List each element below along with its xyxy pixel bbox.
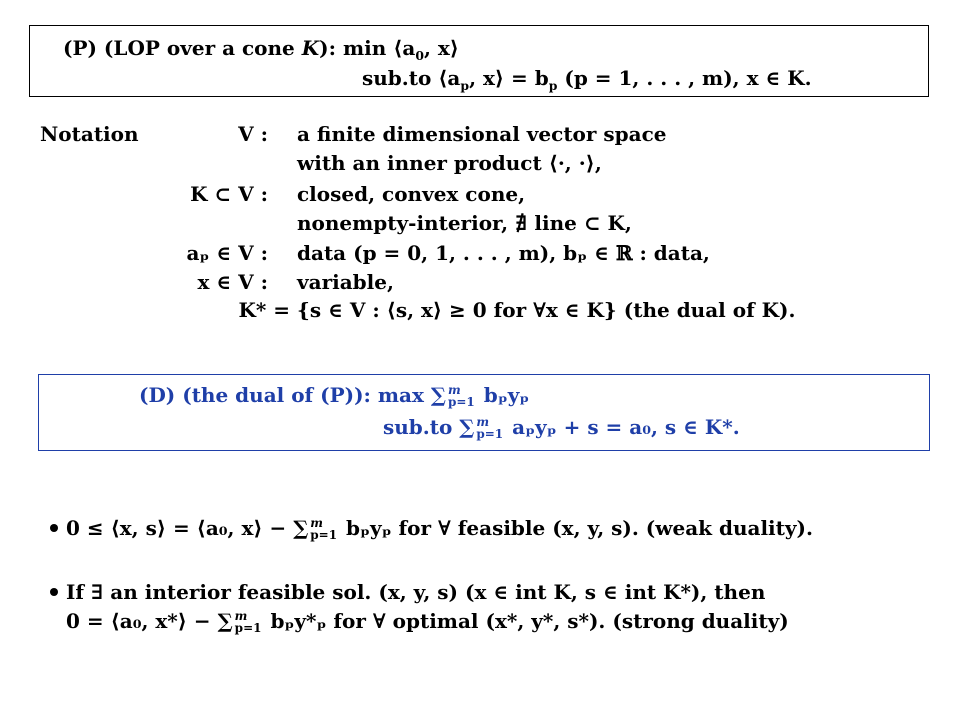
weak-sum-top: m xyxy=(310,516,323,531)
notation-rhs-3: nonempty-interior, ∄ line ⊂ K, xyxy=(297,211,632,235)
primal-objective-suffix: , x⟩ xyxy=(423,36,459,60)
notation-lhs-4: aₚ ∈ V : xyxy=(186,241,268,265)
weak-sum-bottom: p=1 xyxy=(310,527,338,542)
primal-constraint-text: sub.to ⟨a xyxy=(362,66,461,90)
notation-rhs-4: data (p = 0, 1, . . . , m), bₚ ∈ ℝ : data, xyxy=(297,241,710,265)
notation-rhs-5: variable, xyxy=(297,270,394,294)
strong-sum-limits xyxy=(235,611,262,634)
dual-constraint-text: sub.to xyxy=(383,415,453,439)
primal-label: (P) (LOP over a cone xyxy=(63,36,295,60)
strong-duality-bullet-line1 xyxy=(50,580,765,604)
dual-constraint-line xyxy=(383,415,740,440)
strong-sum-bottom: p=1 xyxy=(234,620,262,635)
dual-objective-line xyxy=(139,383,529,408)
notation-rhs-0: a finite dimensional vector space xyxy=(297,122,667,146)
weak-duality-suffix: bₚyₚ for ∀ feasible (x, y, s). (weak duality). xyxy=(346,516,813,540)
strong-duality-prefix: 0 = ⟨a₀, x*⟩ − xyxy=(66,609,211,633)
dual-constraint-sum-bottom: p=1 xyxy=(476,426,504,441)
dual-constraint-sum-top: m xyxy=(476,415,490,430)
primal-constraint-subscript-2: p xyxy=(548,78,558,93)
bullet-dot-icon xyxy=(50,524,58,532)
notation-lhs-5: x ∈ V : xyxy=(197,270,268,294)
strong-duality-bullet-line2 xyxy=(66,609,789,634)
dual-objective-suffix: bₚyₚ xyxy=(483,383,530,407)
primal-constraint-suffix: (p = 1, . . . , m), x ∈ K. xyxy=(557,66,812,90)
dual-constraint-suffix: aₚyₚ + s = a₀, s ∈ K*. xyxy=(512,415,740,439)
dual-sum-symbol: ∑ xyxy=(430,383,446,407)
dual-problem-box xyxy=(38,374,930,451)
primal-problem-box xyxy=(29,25,929,97)
notation-lhs-2: K ⊂ V : xyxy=(190,182,268,206)
primal-objective-line xyxy=(63,36,459,63)
weak-duality-bullet xyxy=(50,516,813,541)
notation-heading: Notation xyxy=(40,122,139,146)
weak-sum-limits xyxy=(310,518,337,541)
primal-cone-symbol: K xyxy=(301,36,320,60)
dual-sum-top: m xyxy=(447,383,461,398)
notation-rhs-6: {s ∈ V : ⟨s, x⟩ ≥ 0 for ∀x ∈ K} (the dual of K). xyxy=(297,298,796,322)
dual-constraint-sum-symbol: ∑ xyxy=(459,415,475,439)
strong-sum-symbol: ∑ xyxy=(217,609,233,633)
notation-lhs-6: K* = xyxy=(238,298,290,322)
weak-sum-symbol: ∑ xyxy=(293,516,309,540)
primal-constraint-mid: , x⟩ = b xyxy=(469,66,549,90)
strong-duality-suffix: bₚy*ₚ for ∀ optimal (x*, y*, s*). (strong duality) xyxy=(270,609,789,633)
strong-sum-top: m xyxy=(234,609,248,624)
notation-rhs-2: closed, convex cone, xyxy=(297,182,526,206)
notation-lhs-0: V : xyxy=(238,122,268,146)
primal-objective-text: ): min ⟨a xyxy=(319,36,416,60)
primal-constraint-subscript: p xyxy=(460,78,470,93)
bullet-dot-icon xyxy=(50,588,58,596)
primal-objective-subscript: 0 xyxy=(415,48,424,63)
dual-sum-limits xyxy=(448,385,475,408)
dual-constraint-sum-limits xyxy=(476,417,503,440)
weak-duality-prefix: 0 ≤ ⟨x, s⟩ = ⟨a₀, x⟩ − xyxy=(66,516,287,540)
dual-sum-bottom: p=1 xyxy=(447,394,475,409)
strong-duality-line1: If ∃ an interior feasible sol. (x, y, s) (x ∈ int K, s ∈ int K*), then xyxy=(66,580,766,604)
primal-constraint-line xyxy=(362,66,812,93)
notation-rhs-1: with an inner product ⟨·, ·⟩, xyxy=(297,151,602,175)
dual-objective-text: (D) (the dual of (P)): max xyxy=(139,383,424,407)
